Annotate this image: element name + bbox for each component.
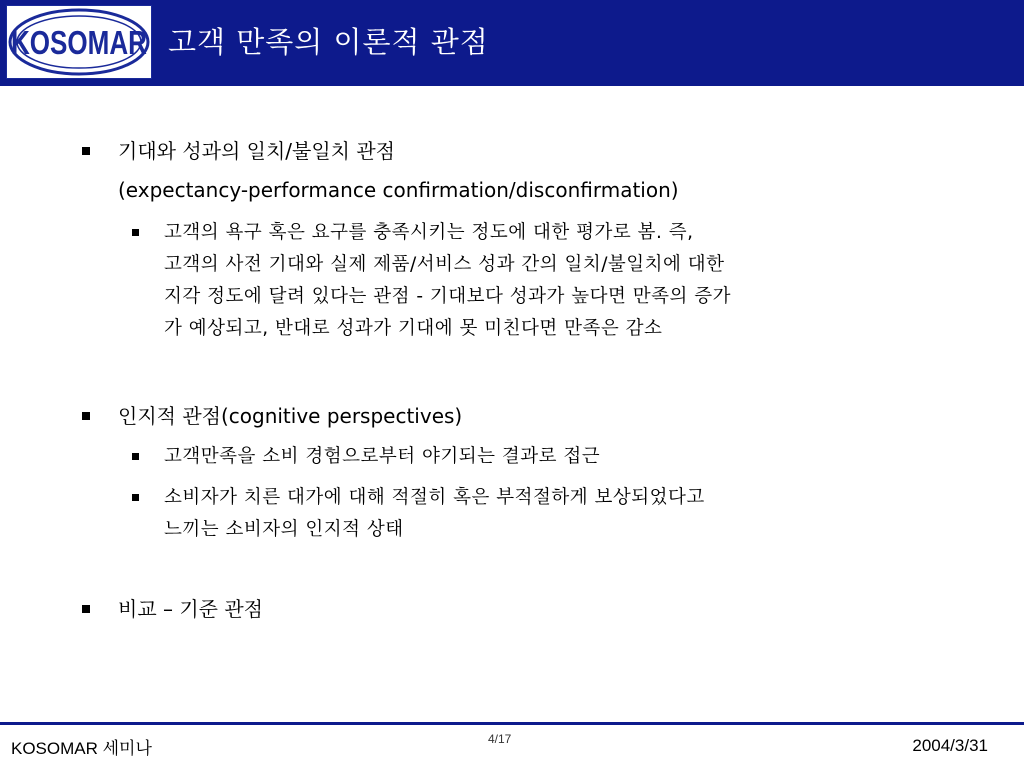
content-area bbox=[0, 86, 1024, 722]
bullet-1-line-2: (expectancy-performance confirmation/disconfirmation) bbox=[118, 178, 679, 202]
sub-2-2-line-2: 느끼는 소비자의 인지적 상태 bbox=[164, 519, 404, 540]
sub-bullet-marker bbox=[132, 229, 139, 236]
bullet-2-line-1: 인지적 관점(cognitive perspectives) bbox=[118, 404, 463, 428]
sub-bullet-marker bbox=[132, 453, 139, 460]
bullet-marker bbox=[82, 147, 90, 155]
footer-page-number: 4/17 bbox=[488, 732, 512, 746]
sub-2-1-line-1: 고객만족을 소비 경험으로부터 야기되는 결과로 접근 bbox=[164, 446, 601, 467]
kosomar-logo bbox=[6, 5, 152, 79]
footer-divider bbox=[0, 722, 1024, 725]
bullet-3-line-1: 비교 – 기준 관점 bbox=[118, 597, 263, 621]
sub-1-1-line-4: 가 예상되고, 반대로 성과가 기대에 못 미친다면 만족은 감소 bbox=[164, 318, 663, 339]
bullet-marker bbox=[82, 605, 90, 613]
sub-1-1-line-1: 고객의 욕구 혹은 요구를 충족시키는 정도에 대한 평가로 봄. 즉, bbox=[164, 222, 694, 243]
logo-icon bbox=[7, 6, 151, 78]
sub-2-2-line-1: 소비자가 치른 대가에 대해 적절히 혹은 부적절하게 보상되었다고 bbox=[164, 487, 705, 508]
slide-title: 고객 만족의 이론적 관점 bbox=[168, 25, 489, 59]
footer-date: 2004/3/31 bbox=[912, 736, 988, 755]
sub-1-1-line-2: 고객의 사전 기대와 실제 제품/서비스 성과 간의 일치/불일치에 대한 bbox=[164, 254, 725, 275]
sub-1-1-line-3: 지각 정도에 달려 있다는 관점 - 기대보다 성과가 높다면 만족의 증가 bbox=[164, 286, 732, 307]
header-bar bbox=[0, 0, 1024, 86]
footer-seminar-label: KOSOMAR 세미나 bbox=[11, 739, 152, 758]
bullet-1-line-1: 기대와 성과의 일치/불일치 관점 bbox=[118, 139, 395, 163]
sub-bullet-marker bbox=[132, 494, 139, 501]
logo-text: KOSOMAR bbox=[11, 24, 148, 61]
bullet-marker bbox=[82, 412, 90, 420]
